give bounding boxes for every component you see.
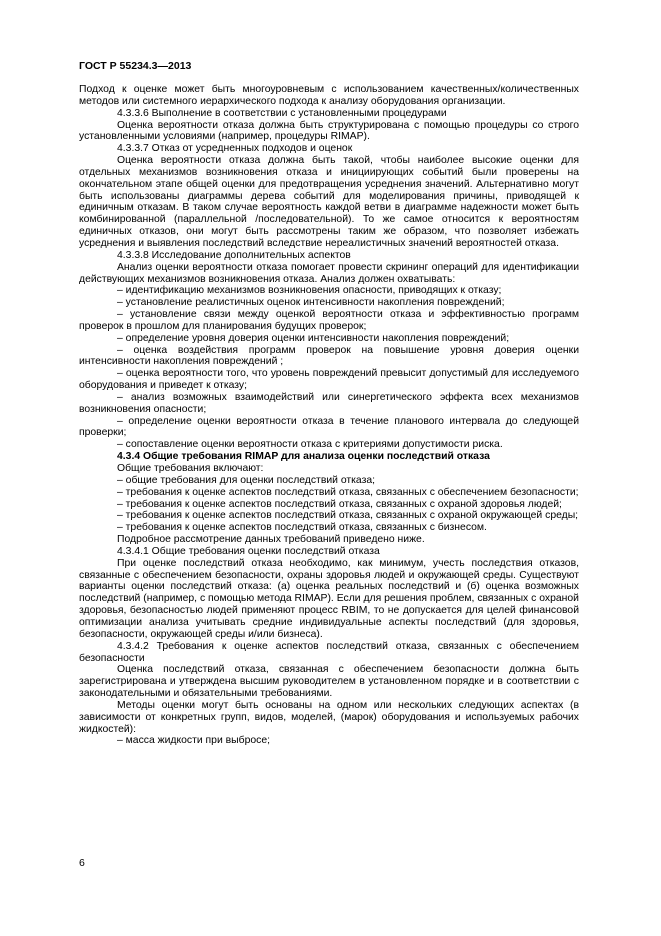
document-body [79,84,579,747]
bullet-item: – сопоставление оценки вероятности отказа с критериями допустимости риска. [117,439,503,451]
document-code-header: ГОСТ Р 55234.3—2013 [79,60,192,72]
section-heading: 4.3.3.7 Отказ от усредненных подходов и оценок [117,143,353,155]
bullet-item: – масса жидкости при выбросе; [117,735,271,747]
paragraph: Оценка вероятности отказа должна быть такой, чтобы наиболее высокие оценки для отдельных механизмов возникновения отказа и инициирующих событий были проверены на окончательном этапе общей оценки для предотвращения усреднения значений. Альтернативно могут быть использованы диаграммы дерева событий для моделирования причины, приводящей к единичным отказам. В таком случае вероятность каждой ветви в диаграмме надежности может быть комбинированной (параллельной /последовательной). То же самое относится к вероятностям единичных отказов, они могут быть рассмотрены таким же образом, что позволяет избежать усреднения и выявления последствий вследствие нереалистичных значений вероятностей отказа. [79,155,579,249]
section-heading: 4.3.4.2 Требования к оценке аспектов последствий отказа, связанных с обеспечением безопасности [79,640,579,664]
paragraph: Подробное рассмотрение данных требований приведено ниже. [117,534,425,546]
bullet-item: – требования к оценке аспектов последствий отказа, связанных с бизнесом. [117,522,487,534]
bullet-item: – требования к оценке аспектов последствий отказа, связанных с охраной здоровья людей; [117,498,562,510]
paragraph: Методы оценки могут быть основаны на одном или нескольких следующих аспектах (в зависимости от конкретных групп, видов, моделей, (марок) оборудования и используемых рабочих жидкостей): [79,699,579,735]
paragraph: Оценка вероятности отказа должна быть структурирована с помощью процедуры со строго установленными условиями (например, процедуры RIMAP). [79,119,579,143]
bullet-item: – оценка вероятности того, что уровень повреждений превысит допустимый для исследуемого оборудования и приведет к отказу; [79,368,579,392]
bullet-item: – идентификацию механизмов возникновения опасности, приводящих к отказу; [117,285,502,297]
section-heading: 4.3.3.8 Исследование дополнительных аспектов [117,249,351,261]
bullet-item: – определение уровня доверия оценки интенсивности накопления повреждений; [117,332,510,344]
bullet-item: – анализ возможных взаимодействий или синергетического эффекта всех механизмов возникновения опасности; [79,391,579,415]
bullet-item: – определение оценки вероятности отказа в течение планового интервала до следующей проверки; [79,415,579,439]
bullet-item: – оценка воздействия программ проверок на повышение уровня доверия оценки интенсивности накопления повреждений ; [79,344,579,368]
paragraph: Анализ оценки вероятности отказа помогает провести скрининг операций для идентификации действующих механизмов возникновения отказа. Анализ должен охватывать: [79,261,579,285]
section-heading: 4.3.4.1 Общие требования оценки последствий отказа [117,545,380,557]
section-heading: 4.3.3.6 Выполнение в соответствии с установленными процедурами [117,107,447,119]
paragraph: Подход к оценке может быть многоуровневым с использованием качественных/количественных методов или системного иерархического подхода к анализу оборудования организации. [79,84,579,107]
bullet-item: – установление связи между оценкой вероятности отказа и эффективностью программ проверок в прошлом для планирования будущих проверок; [79,309,579,332]
paragraph: Общие требования включают: [117,463,264,474]
bullet-item: – установление реалистичных оценок интенсивности накопления повреждений; [117,297,505,309]
section-heading: 4.3.4 Общие требования RIMAP для анализа оценки последствий отказа [117,451,490,463]
page-number: 6 [79,857,85,869]
bullet-item: – требования к оценке аспектов последствий отказа, связанных с обеспечением безопасности; [117,486,579,498]
bullet-item: – общие требования для оценки последствий отказа; [117,474,376,486]
paragraph: При оценке последствий отказа необходимо, как минимум, учесть последствия отказов, связанные с обеспечением безопасности, охраны здоровья людей и окружающей среды. Существуют варианты оценки последствий отказа: (а) оценка реальных последствий и (б) оценка возможных последствий (например, с помощью метода RIMAP). Если для решения проблем, связанных с охраной здоровья, безопасностью людей применяют процесс RBIM, то не допускается для целей финансовой оптимизации анализа учитывать средние индивидуальные аспекты последствий (для здоровья, безопасности, окружающей среды и/или бизнеса). [79,557,579,640]
paragraph: Оценка последствий отказа, связанная с обеспечением безопасности должна быть зарегистрирована и утверждена высшим руководителем в установленном порядке и в соответствии с законодательными и обязательными требованиями. [79,664,579,700]
bullet-item: – требования к оценке аспектов последствий отказа, связанных с охраной окружающей среды; [117,510,579,522]
